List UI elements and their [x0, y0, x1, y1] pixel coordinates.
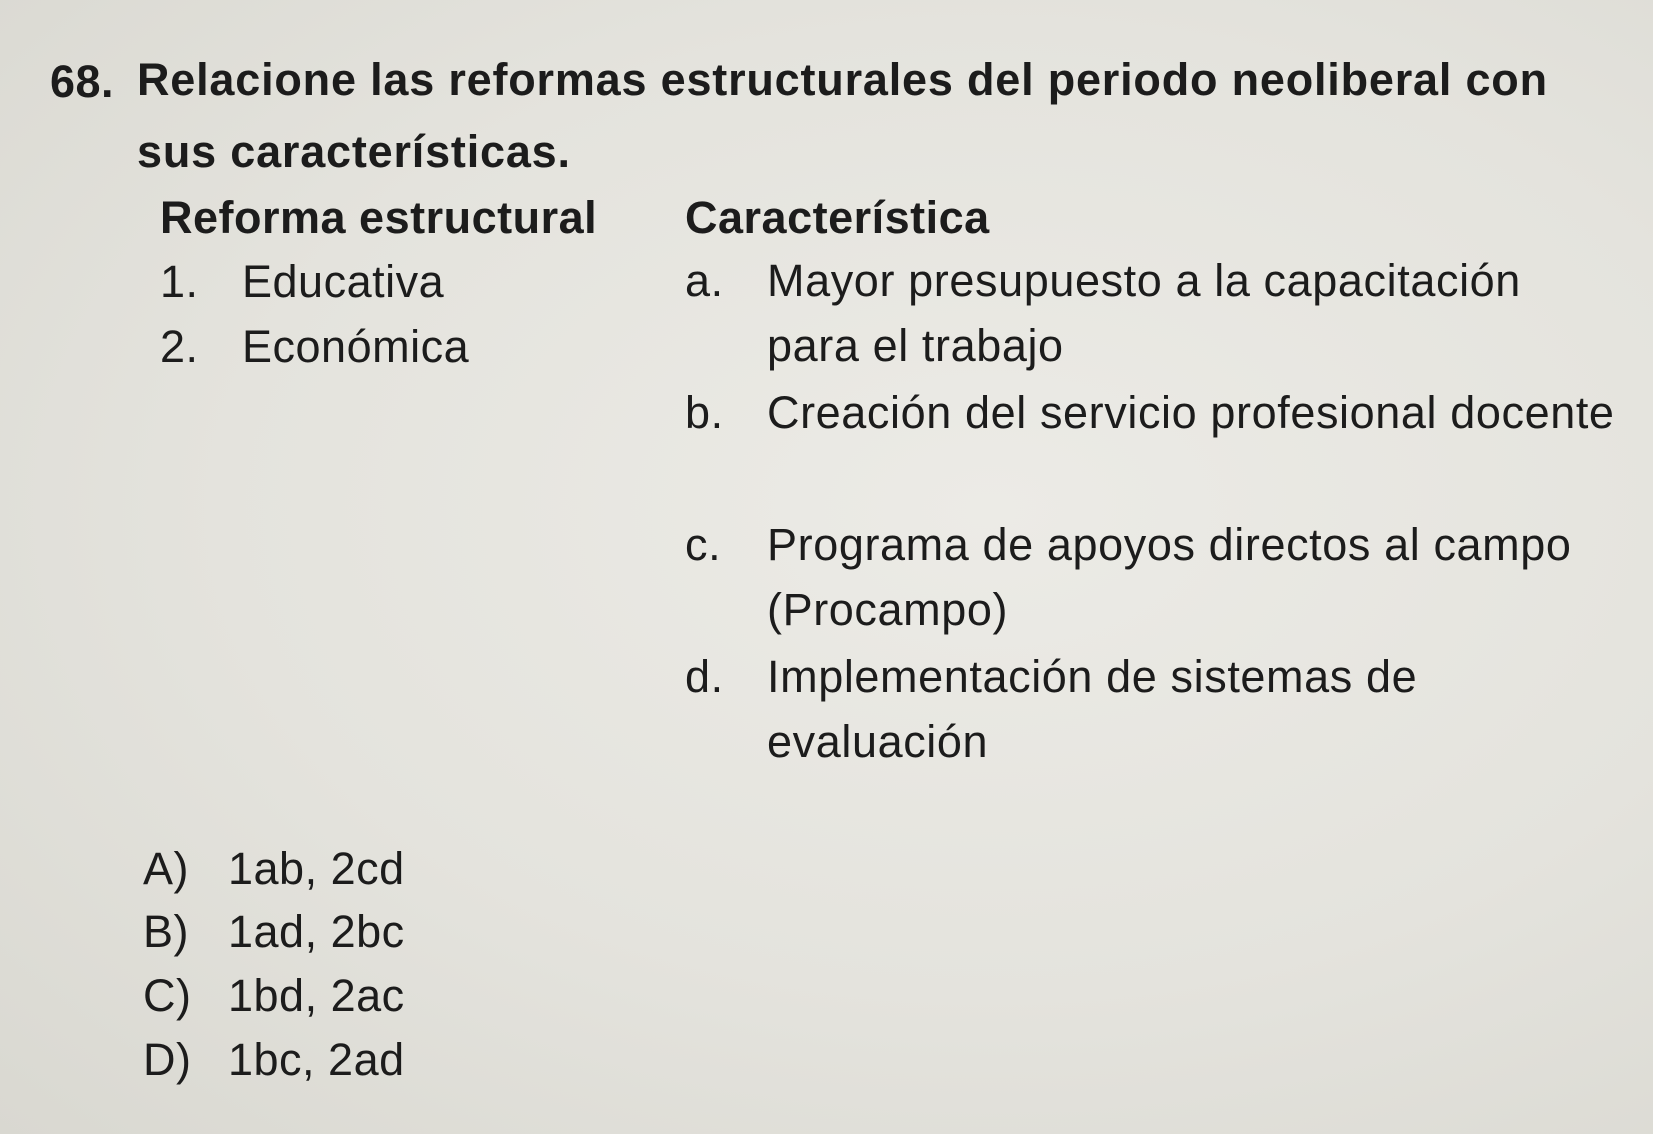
answer-option-c[interactable] [143, 970, 405, 1022]
question-text: Relacione las reformas estructurales del periodo neoliberal con sus características. [137, 54, 1548, 177]
feature-text: Implementación de sistemas de evaluación [767, 651, 1418, 767]
option-text: 1ab, 2cd [228, 843, 405, 894]
feature-letter: a. [685, 255, 724, 306]
feature-letter: c. [685, 519, 722, 570]
answer-option-a[interactable] [143, 843, 405, 895]
reform-label: Económica [242, 321, 470, 372]
feature-text: Programa de apoyos directos al campo (Procampo) [767, 519, 1572, 635]
reform-number: 2. [160, 321, 199, 372]
answer-option-b[interactable] [143, 906, 405, 958]
feature-letter: d. [685, 651, 724, 702]
reform-number: 1. [160, 256, 199, 307]
reform-item [160, 256, 444, 308]
answer-option-d[interactable] [143, 1034, 405, 1086]
feature-item [685, 512, 1615, 642]
option-letter: B) [143, 906, 189, 957]
option-letter: C) [143, 970, 192, 1021]
reform-label: Educativa [242, 256, 445, 307]
feature-letter: b. [685, 387, 724, 438]
feature-text: Mayor presupuesto a la capacitación para el trabajo [767, 255, 1521, 371]
feature-column-header: Característica [685, 192, 990, 243]
feature-item [685, 248, 1615, 378]
reform-item [160, 321, 469, 373]
feature-item [685, 644, 1615, 774]
option-letter: A) [143, 843, 189, 894]
question-number: 68. [50, 56, 115, 107]
feature-item [685, 380, 1615, 445]
reform-column-header: Reforma estructural [160, 192, 598, 243]
option-text: 1bc, 2ad [228, 1034, 405, 1085]
option-letter: D) [143, 1034, 192, 1085]
option-text: 1bd, 2ac [228, 970, 405, 1021]
option-text: 1ad, 2bc [228, 906, 405, 957]
feature-text: Creación del servicio profesional docente [767, 387, 1615, 438]
